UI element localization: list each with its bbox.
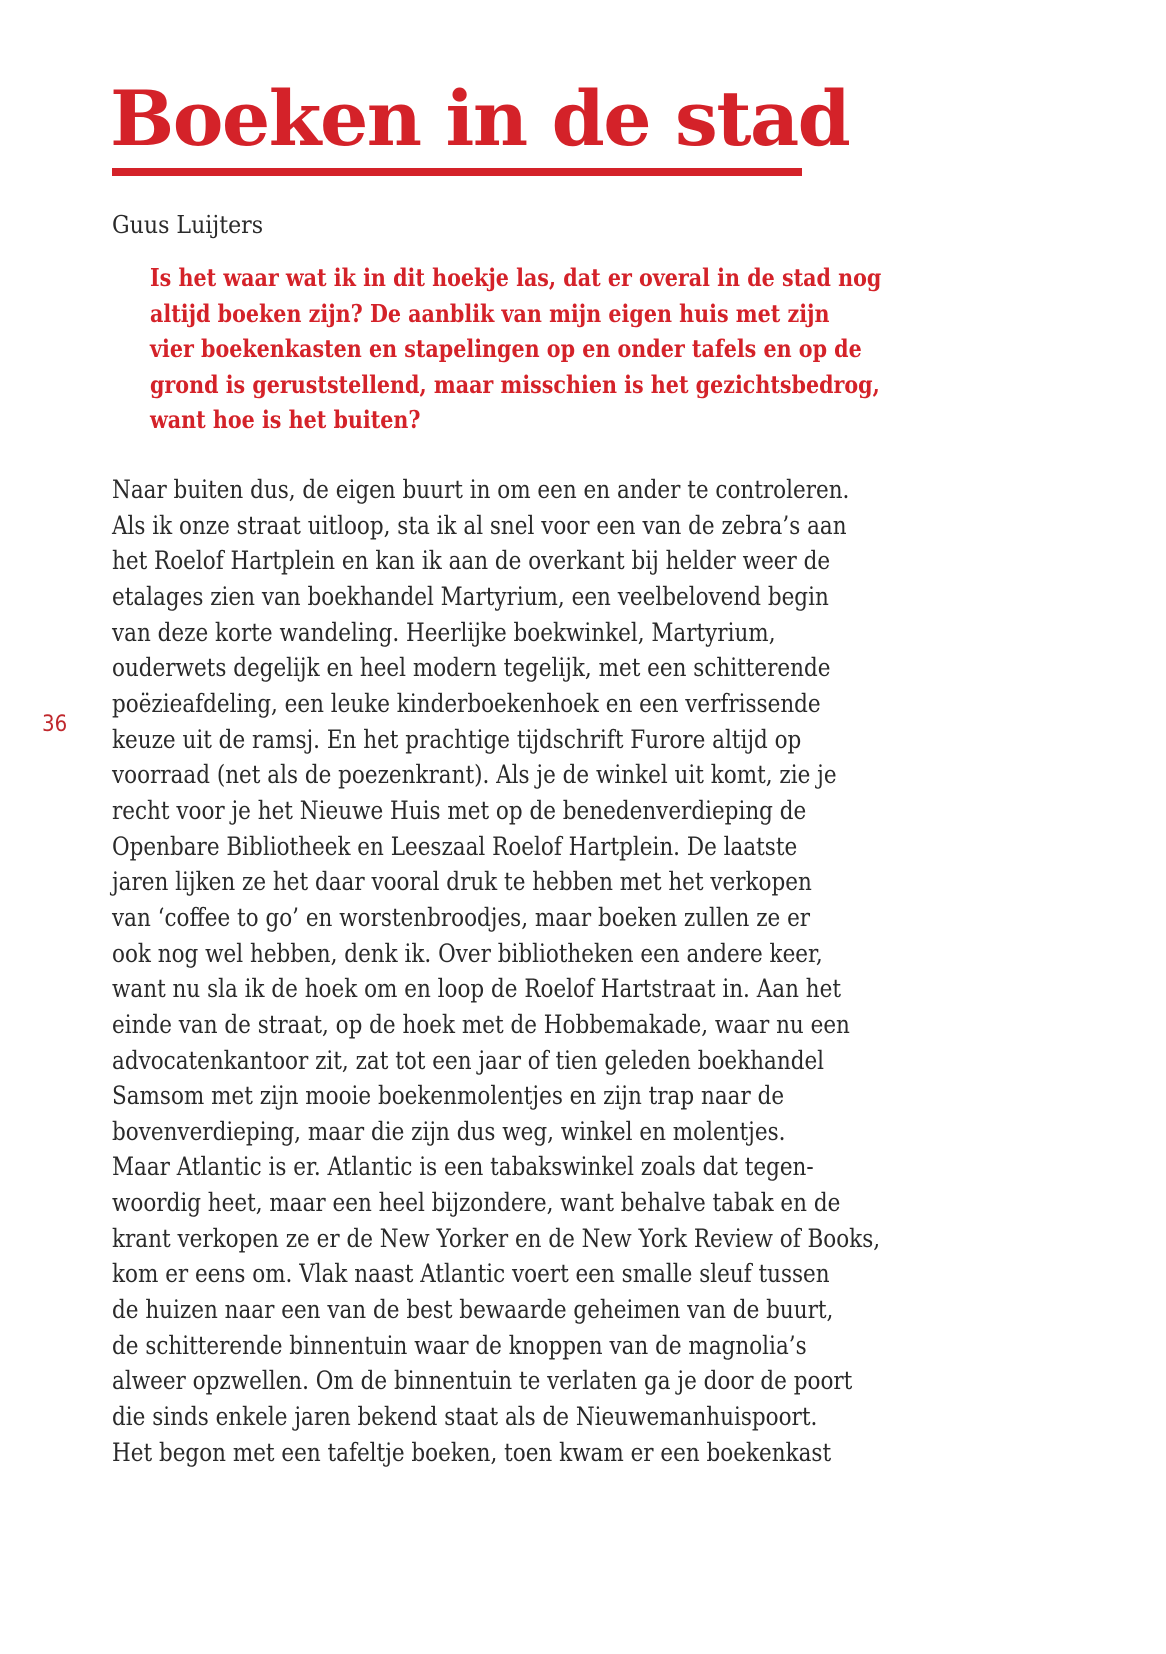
body-line: de schitterende binnentuin waar de knoppen van de magnolia’s — [112, 1330, 807, 1360]
body-line: want nu sla ik de hoek om en loop de Roelof Hartstraat in. Aan het — [112, 974, 841, 1004]
body-line: van ‘coffee to go’ en worstenbroodjes, maar boeken zullen ze er — [112, 902, 811, 932]
body-line: Maar Atlantic is er. Atlantic is een tabakswinkel zoals dat tegen- — [112, 1152, 814, 1182]
page-number: 36 — [42, 712, 68, 737]
body-line: recht voor je het Nieuwe Huis met op de benedenverdieping de — [112, 795, 807, 825]
body-line: die sinds enkele jaren bekend staat als de Nieuwemanhuispoort. — [112, 1402, 818, 1432]
article-title: Boeken in de stad — [110, 74, 850, 163]
intro-line: vier boekenkasten en stapelingen op en onder tafels en op de — [150, 334, 862, 364]
body-line: Samsom met zijn mooie boekenmolentjes en zijn trap naar de — [112, 1081, 785, 1111]
body-line: advocatenkantoor zit, zat tot een jaar of tien geleden boekhandel — [112, 1045, 825, 1075]
body-line: het Roelof Hartplein en kan ik aan de overkant bij helder weer de — [112, 546, 831, 576]
body-line: Het begon met een tafeltje boeken, toen kwam er een boekenkast — [112, 1437, 832, 1467]
body-line: Als ik onze straat uitloop, sta ik al snel voor een van de zebra’s aan — [112, 510, 847, 540]
body-line: jaren lijken ze het daar vooral druk te hebben met het verkopen — [112, 867, 812, 897]
body-line: van deze korte wandeling. Heerlijke boekwinkel, Martyrium, — [112, 617, 776, 647]
body-line: poëzieafdeling, een leuke kinderboekenhoek en een verfrissende — [112, 688, 821, 718]
body-line: woordig heet, maar een heel bijzondere, want behalve tabak en de — [112, 1188, 841, 1218]
body-line: bovenverdieping, maar die zijn dus weg, winkel en molentjes. — [112, 1116, 786, 1146]
intro-line: want hoe is het buiten? — [150, 405, 421, 435]
intro-line: grond is geruststellend, maar misschien is het gezichtsbedrog, — [150, 369, 880, 399]
body-line: keuze uit de ramsj. En het prachtige tijdschrift Furore altijd op — [112, 724, 802, 754]
body-line: ook nog wel hebben, denk ik. Over bibliotheken een andere keer, — [112, 938, 823, 968]
body-line: Openbare Bibliotheek en Leeszaal Roelof Hartplein. De laatste — [112, 831, 798, 861]
body-paragraph — [112, 472, 1012, 1470]
body-line: alweer opzwellen. Om de binnentuin te verlaten ga je door de poort — [112, 1366, 853, 1396]
body-line: etalages zien van boekhandel Martyrium, een veelbelovend begin — [112, 581, 829, 611]
author-name: Guus Luijters — [112, 211, 264, 239]
body-line: voorraad (net als de poezenkrant). Als je de winkel uit komt, zie je — [112, 760, 837, 790]
intro-paragraph — [150, 260, 1010, 438]
body-line: ouderwets degelijk en heel modern tegelijk, met een schitterende — [112, 653, 831, 683]
title-underline — [112, 168, 802, 176]
body-line: Naar buiten dus, de eigen buurt in om een en ander te controleren. — [112, 475, 850, 504]
body-line: de huizen naar een van de best bewaarde geheimen van de buurt, — [112, 1295, 834, 1325]
body-line: einde van de straat, op de hoek met de Hobbemakade, waar nu een — [112, 1009, 850, 1039]
body-line: kom er eens om. Vlak naast Atlantic voert een smalle sleuf tussen — [112, 1259, 830, 1289]
intro-line: Is het waar wat ik in dit hoekje las, dat er overal in de stad nog — [150, 263, 882, 292]
body-line: krant verkopen ze er de New Yorker en de New York Review of Books, — [112, 1223, 881, 1253]
intro-line: altijd boeken zijn? De aanblik van mijn eigen huis met zijn — [150, 298, 830, 328]
